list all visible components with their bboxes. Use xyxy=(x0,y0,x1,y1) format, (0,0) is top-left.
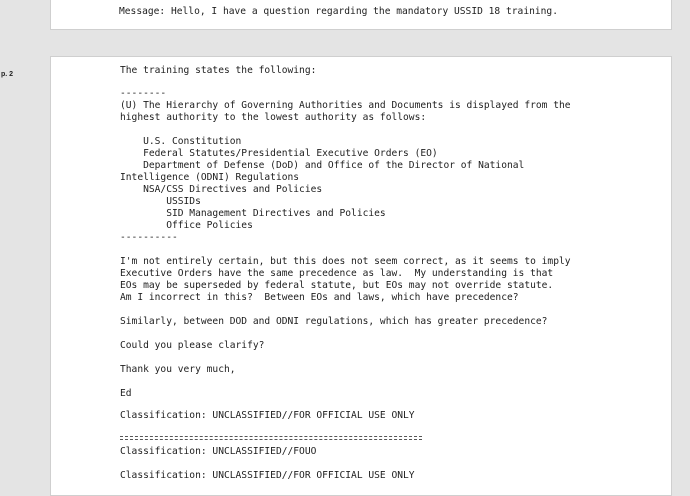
hierarchy-item: Office Policies xyxy=(120,220,253,231)
intro-line: The training states the following: xyxy=(120,65,317,76)
classification-line: Classification: UNCLASSIFIED//FOUO xyxy=(120,446,317,457)
divider-rule xyxy=(120,439,422,440)
hierarchy-item: Federal Statutes/Presidential Executive Orders (EO) xyxy=(120,148,438,159)
hierarchy-item: Intelligence (ODNI) Regulations xyxy=(120,172,300,183)
quote-divider-top: -------- xyxy=(120,88,167,99)
closing-line: Thank you very much, xyxy=(120,364,236,375)
body-line: Could you please clarify? xyxy=(120,340,265,351)
document-page-1 xyxy=(50,0,672,30)
divider-rule xyxy=(120,436,422,437)
hierarchy-item: U.S. Constitution xyxy=(120,136,242,147)
body-line: Executive Orders have the same precedence as law. My understanding is that xyxy=(120,268,554,279)
signature: Ed xyxy=(120,388,132,399)
message-line: Message: Hello, I have a question regarding the mandatory USSID 18 training. xyxy=(119,6,558,17)
hierarchy-item: SID Management Directives and Policies xyxy=(120,208,386,219)
quote-line: highest authority to the lowest authority as follows: xyxy=(120,112,427,123)
body-line: Am I incorrect in this? Between EOs and laws, which have precedence? xyxy=(120,292,519,303)
quote-divider-bottom: ---------- xyxy=(120,232,178,243)
body-line: EOs may be superseded by federal statute, but EOs may not override statute. xyxy=(120,280,554,291)
page-number-label: p. 2 xyxy=(1,71,14,78)
body-line: Similarly, between DOD and ODNI regulations, which has greater precedence? xyxy=(120,316,548,327)
body-line: I'm not entirely certain, but this does not seem correct, as it seems to imply xyxy=(120,256,571,267)
classification-line: Classification: UNCLASSIFIED//FOR OFFICIAL USE ONLY xyxy=(120,470,415,481)
hierarchy-item: USSIDs xyxy=(120,196,201,207)
quote-line: (U) The Hierarchy of Governing Authorities and Documents is displayed from the xyxy=(120,100,571,111)
classification-line: Classification: UNCLASSIFIED//FOR OFFICIAL USE ONLY xyxy=(120,410,415,421)
hierarchy-item: NSA/CSS Directives and Policies xyxy=(120,184,323,195)
hierarchy-item: Department of Defense (DoD) and Office of the Director of National xyxy=(120,160,525,171)
